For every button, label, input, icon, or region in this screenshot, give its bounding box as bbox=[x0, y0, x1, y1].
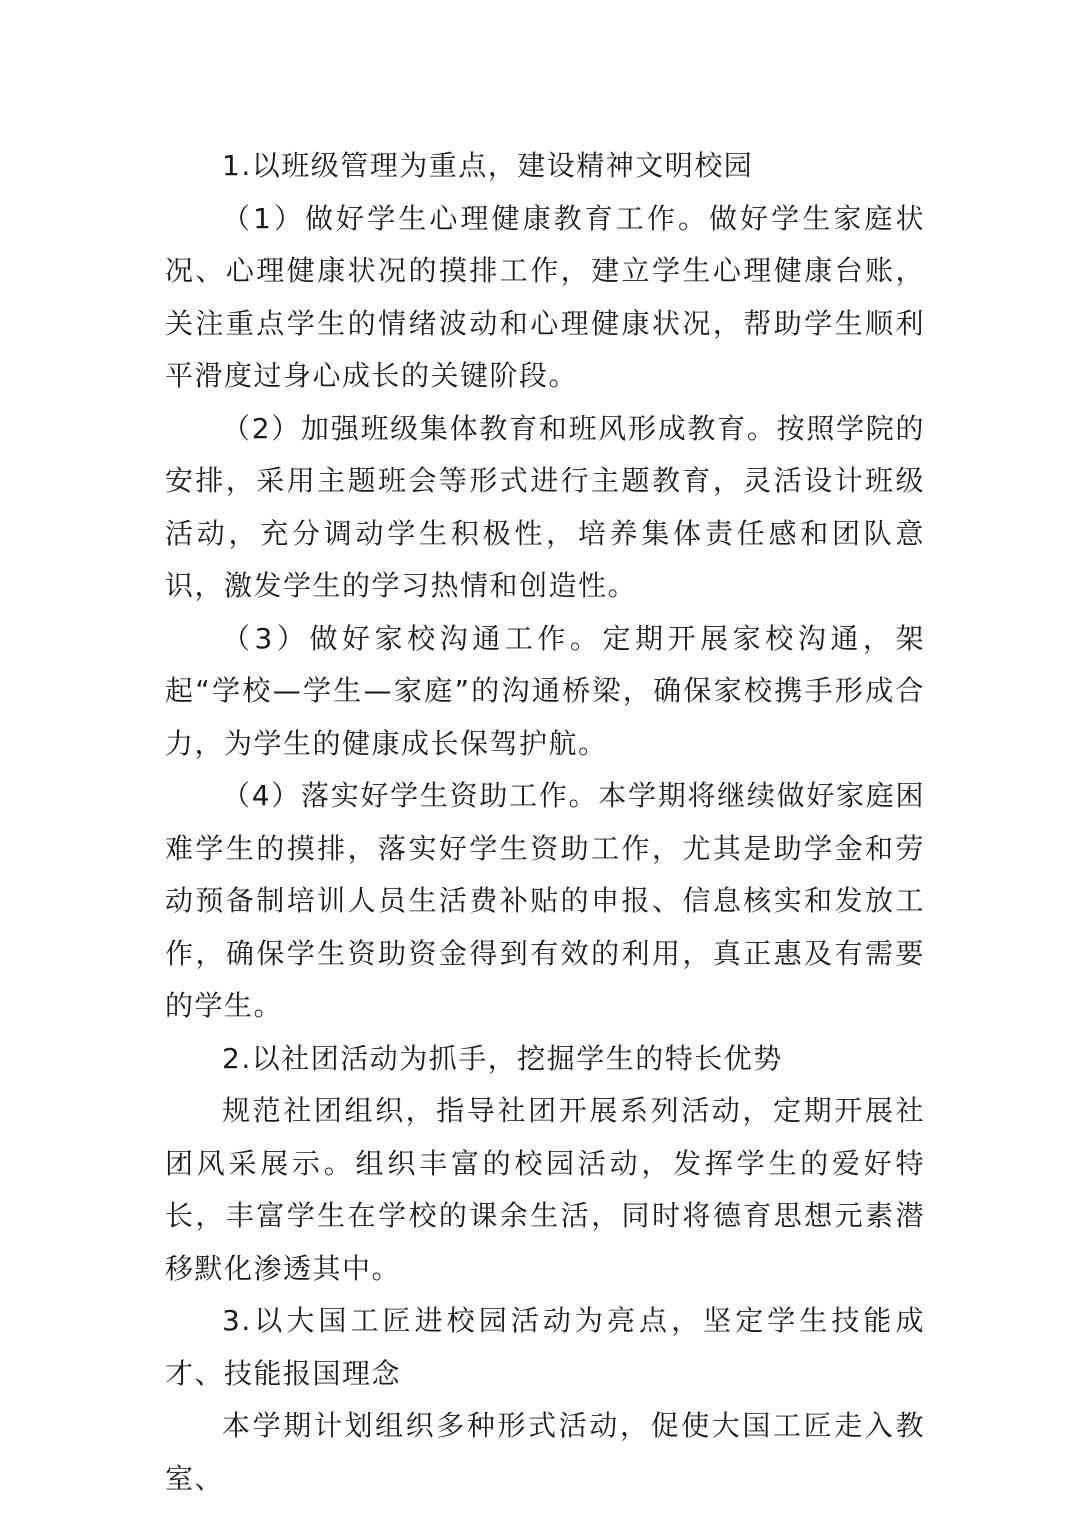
paragraph-craftsmen: 本学期计划组织多种形式活动，促使大国工匠走入教室、 bbox=[165, 1409, 925, 1495]
paragraph-clubs: 规范社团组织，指导社团开展系列活动，定期开展社团风采展示。组织丰富的校园活动，发挥学生的爱好特长，丰富学生在学校的课余生活，同时将德育思想元素潜移默化渗透其中。 bbox=[165, 1094, 925, 1285]
document-body bbox=[165, 140, 925, 1505]
paragraph-home-school: （3）做好家校沟通工作。定期开展家校沟通，架起“学校—学生—家庭”的沟通桥梁，确保家校携手形成合力，为学生的健康成长保驾护航。 bbox=[165, 621, 925, 760]
paragraph-mental-health: （1）做好学生心理健康教育工作。做好学生家庭状况、心理健康状况的摸排工作，建立学生心理健康台账，关注重点学生的情绪波动和心理健康状况，帮助学生顺利平滑度过身心成长的关键阶段。 bbox=[165, 201, 925, 392]
section-heading-3: 3.以大国工匠进校园活动为亮点，坚定学生技能成才、技能报国理念 bbox=[165, 1304, 925, 1390]
paragraph-class-education: （2）加强班级集体教育和班风形成教育。按照学院的安排，采用主题班会等形式进行主题教育，灵活设计班级活动，充分调动学生积极性，培养集体责任感和团队意识，激发学生的学习热情和创造性。 bbox=[165, 411, 925, 602]
paragraph-student-aid: （4）落实好学生资助工作。本学期将继续做好家庭困难学生的摸排，落实好学生资助工作，尤其是助学金和劳动预备制培训人员生活费补贴的申报、信息核实和发放工作，确保学生资助资金得到有效的利用，真正惠及有需要的学生。 bbox=[165, 779, 925, 1022]
section-heading-1: 1.以班级管理为重点，建设精神文明校园 bbox=[222, 149, 754, 182]
section-heading-2: 2.以社团活动为抓手，挖掘学生的特长优势 bbox=[222, 1041, 783, 1075]
